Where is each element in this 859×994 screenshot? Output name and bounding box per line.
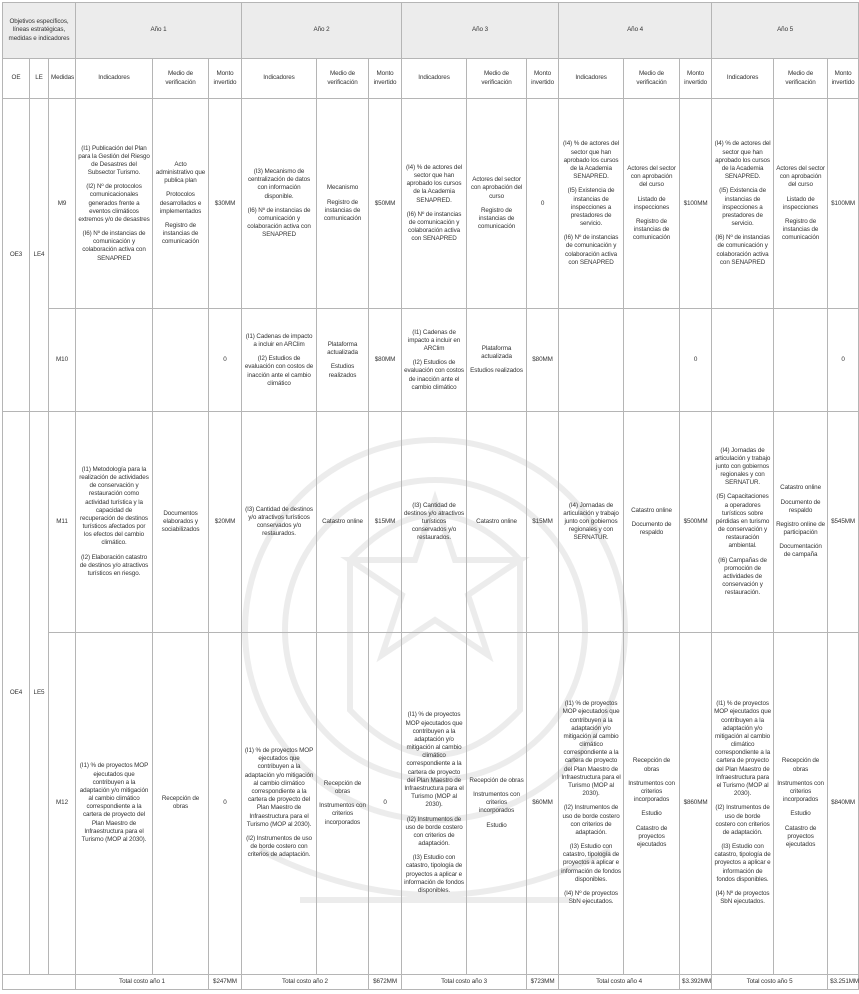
verification-cell	[774, 412, 828, 632]
table-row	[3, 99, 859, 309]
action-plan-table	[2, 2, 859, 990]
total-label-year-3: Total costo año 3	[402, 974, 527, 989]
indicator-cell	[402, 99, 467, 309]
indicator-cell	[76, 632, 153, 974]
cell-paragraph: (I2) Estudios de evaluación con costos de inacción ante el cambio climático	[244, 355, 314, 387]
verification-cell	[624, 309, 680, 412]
indicator-cell	[402, 412, 467, 632]
cell-paragraph: (I3) Estudio con catastro, tipología de proyectos a aplicar e información de fondos disponibles.	[561, 843, 621, 883]
verification-cell	[624, 412, 680, 632]
total-value-year-2: $672MM	[369, 974, 402, 989]
header-monto: Monto invertido	[828, 59, 859, 99]
header-medio: Medio de verificación	[624, 59, 680, 99]
header-year-3: Año 3	[402, 3, 559, 59]
cell-paragraph: Catastro online	[631, 506, 672, 514]
indicator-cell	[76, 309, 153, 412]
verification-cell	[153, 309, 209, 412]
table-row	[3, 632, 859, 974]
amount-cell: 0	[209, 309, 242, 412]
cell-paragraph: Registro de instancias de comunicación	[161, 221, 200, 246]
total-value-year-1: $247MM	[209, 974, 242, 989]
verification-cell	[153, 412, 209, 632]
cell-paragraph: (I6) Campañas de promoción de actividades de conservación y restauración.	[718, 556, 767, 597]
cell-paragraph: Recepción de obras	[632, 757, 671, 773]
cell-paragraph: (I4) % de actores del sector que han aprobado los cursos de la Academia SENAPRED.	[714, 140, 771, 181]
cell-paragraph: (I2) Nº de protocolos comunicacionales generados frente a eventos climáticos extremos y/o de desastres	[78, 183, 150, 223]
cell-paragraph: Documentación de campaña	[779, 543, 822, 559]
cell-paragraph: (I6) Nº de instancias de comunicación y colaboración activa con SENAPRED	[247, 206, 311, 239]
indicator-cell	[559, 632, 624, 974]
cell-paragraph: Actores del sector con aprobación del curso	[470, 176, 523, 200]
total-label-year-2: Total costo año 2	[242, 974, 369, 989]
indicator-cell	[559, 99, 624, 309]
indicator-cell	[76, 412, 153, 632]
header-monto: Monto invertido	[209, 59, 242, 99]
totals-blank-cell	[3, 974, 76, 989]
cell-paragraph: Instrumentos con criterios incorporados	[777, 779, 824, 804]
cell-paragraph: Plataforma actualizada	[327, 340, 358, 357]
verification-cell	[467, 309, 527, 412]
cell-paragraph: (I3) Estudio con catastro, tipología de proyectos a aplicar e información de fondos disponibles.	[714, 843, 771, 883]
cell-paragraph: (I1) % de proyectos MOP ejecutados que contribuyen a la adaptación y/o mitigación al cambio climático correspondiente a la cartera de proyecto del Plan Maestro de Infraestructura para el Turismo (MOP al 2030).	[714, 700, 772, 798]
cell-paragraph: Documento de respaldo	[631, 520, 672, 537]
cell-paragraph: Documento de respaldo	[780, 498, 821, 514]
cell-paragraph: (I5) Capacitaciones a operadores turísticos sobre pérdidas en turismo de conservación y restauración ambiental.	[715, 493, 770, 550]
cell-paragraph: (I1) Metodología para la realización de actividades de conservación y restauración como actividad turística y la capacidad de recuperación de destinos turísticos afectados por los efectos del cambio climático.	[79, 465, 149, 547]
table-row	[3, 412, 859, 632]
total-label-year-5: Total costo año 5	[712, 974, 828, 989]
header-monto: Monto invertido	[369, 59, 402, 99]
cell-paragraph: Registro de instancias de comunicación	[323, 198, 362, 222]
cell-paragraph: Estudios realizados	[328, 363, 357, 379]
header-indicadores: Indicadores	[712, 59, 774, 99]
indicator-cell	[402, 309, 467, 412]
verification-cell	[774, 632, 828, 974]
indicator-cell	[712, 632, 774, 974]
header-year-1: Año 1	[76, 3, 242, 59]
header-monto: Monto invertido	[680, 59, 712, 99]
cell-paragraph: (I4) Jornadas de articulación y trabajo junto con gobiernos regionales y con SERNATUR.	[563, 501, 619, 542]
oe-cell: OE3	[3, 99, 30, 412]
header-medidas: Medidas	[49, 59, 76, 99]
cell-paragraph: Listado de inspecciones	[633, 195, 670, 211]
cell-paragraph: (I6) Nº de instancias de comunicación y colaboración activa con SENAPRED	[82, 230, 146, 262]
header-medio: Medio de verificación	[153, 59, 209, 99]
cell-paragraph: (I2) Elaboración catastro de destinos y/o atractivos turísticos en riesgo.	[79, 553, 149, 577]
cell-paragraph: Listado de inspecciones	[782, 195, 819, 211]
cell-paragraph: Instrumentos con criterios incorporados	[628, 779, 675, 804]
cell-paragraph: (I2) Instrumentos de uso de borde costero con criterios de adaptación.	[715, 804, 770, 836]
le-cell: LE4	[30, 99, 49, 412]
header-le: LE	[30, 59, 49, 99]
amount-cell: 0	[209, 632, 242, 974]
indicator-cell	[712, 412, 774, 632]
cell-paragraph: (I6) Nº de instancias de comunicación y colaboración activa con SENAPRED	[715, 234, 770, 266]
verification-cell	[153, 632, 209, 974]
verification-cell	[774, 99, 828, 309]
header-indicadores: Indicadores	[242, 59, 317, 99]
verification-cell	[153, 99, 209, 309]
amount-cell: $840MM	[828, 632, 859, 974]
cell-paragraph: Registro online de participación	[776, 520, 826, 537]
totals-row	[3, 974, 859, 989]
header-year-5: Año 5	[712, 3, 859, 59]
cell-paragraph: (I1) % de proyectos MOP ejecutados que contribuyen a la adaptación y/o mitigación al cambio climático correspondiente a la cartera de proyecto del Plan Maestro de Infraestructura para el Turismo (MOP al 2030).	[404, 711, 464, 809]
amount-cell: $860MM	[680, 632, 712, 974]
amount-cell: $20MM	[209, 412, 242, 632]
amount-cell: $15MM	[527, 412, 559, 632]
cell-paragraph: Recepción de obras	[323, 779, 362, 795]
indicator-cell	[559, 309, 624, 412]
header-medio: Medio de verificación	[317, 59, 369, 99]
header-oe: OE	[3, 59, 30, 99]
header-medio: Medio de verificación	[774, 59, 828, 99]
measure-cell: M9	[49, 99, 76, 309]
amount-cell: $100MM	[828, 99, 859, 309]
cell-paragraph: (I4) Nº de proyectos SbN ejecutados.	[715, 889, 770, 906]
cell-paragraph: Estudio	[790, 810, 811, 818]
header-corner: Objetivos específicos, líneas estratégicas, medidas e indicadores	[3, 3, 76, 59]
cell-paragraph: Registro de instancias de comunicación	[781, 217, 820, 242]
header-indicadores: Indicadores	[76, 59, 153, 99]
table-row	[3, 309, 859, 412]
amount-cell: $60MM	[527, 632, 559, 974]
cell-paragraph: (I6) Nº de instancias de comunicación y colaboración activa con SENAPRED	[563, 234, 619, 266]
cell-paragraph: Catastro online	[476, 517, 517, 525]
cell-paragraph: (I5) Existencia de instancias de inspecciones a prestadores de servicio.	[719, 187, 766, 228]
oe-cell: OE4	[3, 412, 30, 975]
amount-cell: $80MM	[369, 309, 402, 412]
verification-cell	[467, 412, 527, 632]
cell-paragraph: (I2) Instrumentos de uso de borde costero con criterios de adaptación.	[405, 815, 463, 848]
total-label-year-4: Total costo año 4	[559, 974, 680, 989]
cell-paragraph: (I4) % de actores del sector que han aprobado los cursos de la Academia SENAPRED.	[406, 163, 463, 204]
header-year-2: Año 2	[242, 3, 402, 59]
cell-paragraph: (I6) Nº de instancias de comunicación y colaboración activa con SENAPRED	[406, 210, 462, 243]
header-medio: Medio de verificación	[467, 59, 527, 99]
cell-paragraph: Recepción de obras	[161, 795, 200, 811]
cell-paragraph: (I3) Cantidad de destinos y/o atractivos turísticos conservados y/o restaurados.	[404, 501, 465, 542]
amount-cell: 0	[828, 309, 859, 412]
header-year-4: Año 4	[559, 3, 712, 59]
cell-paragraph: Actores del sector con aprobación del curso	[627, 164, 676, 189]
cell-paragraph: (I2) Estudios de evaluación con costos de inacción ante el cambio climático	[404, 359, 464, 391]
amount-cell: $100MM	[680, 99, 712, 309]
measure-cell: M12	[49, 632, 76, 974]
amount-cell: $30MM	[209, 99, 242, 309]
measure-cell: M11	[49, 412, 76, 632]
cell-paragraph: (I1) % de proyectos MOP ejecutados que contribuyen a la adaptación y/o mitigación al cambio climático correspondiente a la cartera de proyecto del Plan Maestro de Infraestructura para el Turismo (MOP al 2030).	[561, 700, 621, 798]
indicator-cell	[712, 309, 774, 412]
cell-paragraph: Estudio	[486, 821, 507, 829]
verification-cell	[774, 309, 828, 412]
amount-cell: 0	[369, 632, 402, 974]
measure-cell: M10	[49, 309, 76, 412]
verification-cell	[467, 632, 527, 974]
cell-paragraph: (I1) % de proyectos MOP ejecutados que contribuyen a la adaptación y/o mitigación al cambio climático correspondiente a la cartera de proyecto del Plan Maestro de Infraestructura para el Turismo (MOP al 2030).	[244, 747, 314, 828]
verification-cell	[317, 632, 369, 974]
header-indicadores: Indicadores	[402, 59, 467, 99]
cell-paragraph: Documentos elaborados y sociabilizados	[161, 509, 200, 534]
cell-paragraph: (I4) Nº de proyectos SbN ejecutados.	[564, 889, 618, 906]
indicator-cell	[242, 632, 317, 974]
verification-cell	[317, 309, 369, 412]
cell-paragraph: (I1) Cadenas de impacto a incluir en ARClim	[245, 332, 313, 348]
amount-cell: $50MM	[369, 99, 402, 309]
indicator-cell	[242, 412, 317, 632]
cell-paragraph: Actores del sector con aprobación del curso	[776, 164, 825, 189]
amount-cell: $15MM	[369, 412, 402, 632]
verification-cell	[317, 99, 369, 309]
cell-paragraph: (I1) Publicación del Plan para la Gestión del Riesgo de Desastres del Subsector Turismo.	[78, 144, 150, 177]
cell-paragraph: Registro de instancias de comunicación	[477, 206, 516, 231]
amount-cell: $545MM	[828, 412, 859, 632]
cell-paragraph: Estudio	[641, 810, 662, 818]
cell-paragraph: Catastro de proyectos ejecutados	[635, 824, 668, 848]
indicator-cell	[402, 632, 467, 974]
cell-paragraph: (I4) % de actores del sector que han aprobado los cursos de la Academia SENAPRED.	[563, 140, 620, 181]
cell-paragraph: (I1) % de proyectos MOP ejecutados que contribuyen a la adaptación y/o mitigación al cambio climático correspondiente a la cartera de proyecto del Plan Maestro de Infraestructura para el Turismo (MOP al 2030).	[79, 762, 149, 843]
cell-paragraph: (I2) Instrumentos de uso de borde costero con criterios de adaptación.	[562, 804, 620, 836]
cell-paragraph: Catastro de proyectos ejecutados	[784, 824, 817, 848]
verification-cell	[467, 99, 527, 309]
amount-cell: 0	[527, 99, 559, 309]
header-indicadores: Indicadores	[559, 59, 624, 99]
cell-paragraph: Registro de instancias de comunicación	[632, 217, 671, 242]
cell-paragraph: Recepción de obras	[781, 757, 820, 773]
le-cell: LE5	[30, 412, 49, 975]
cell-paragraph: Protocolos desarrollados e implementados	[159, 191, 202, 215]
cell-paragraph: Catastro online	[780, 484, 821, 492]
total-value-year-4: $3.392MM	[680, 974, 712, 989]
cell-paragraph: (I4) Jornadas de articulación y trabajo junto con gobiernos regionales y con SERNATUR.	[714, 446, 771, 487]
cell-paragraph: (I5) Existencia de instancias de inspecciones a prestadores de servicio.	[567, 187, 615, 228]
amount-cell: 0	[680, 309, 712, 412]
cell-paragraph: (I2) Instrumentos de uso de borde costero con criterios de adaptación.	[246, 834, 312, 859]
indicator-cell	[712, 99, 774, 309]
cell-paragraph: Recepción de obras	[469, 776, 524, 784]
verification-cell	[624, 632, 680, 974]
header-monto: Monto invertido	[527, 59, 559, 99]
cell-paragraph: Catastro online	[322, 517, 363, 525]
verification-cell	[317, 412, 369, 632]
cell-paragraph: Instrumentos con criterios incorporados	[319, 802, 366, 826]
total-value-year-3: $723MM	[527, 974, 559, 989]
cell-paragraph: (I1) Cadenas de impacto a incluir en ARClim	[407, 328, 461, 353]
indicator-cell	[242, 309, 317, 412]
cell-paragraph: (I3) Mecanismo de centralización de datos con información disponible.	[247, 167, 311, 200]
indicator-cell	[76, 99, 153, 309]
cell-paragraph: (I3) Cantidad de destinos y/o atractivos turísticos conservados y/o restaurados.	[245, 505, 313, 538]
cell-paragraph: Plataforma actualizada	[481, 345, 512, 361]
amount-cell: $500MM	[680, 412, 712, 632]
cell-paragraph: Estudios realizados	[470, 367, 523, 375]
cell-paragraph: (I3) Estudio con catastro, tipología de proyectos a aplicar e información de fondos disponibles.	[404, 854, 464, 894]
amount-cell: $80MM	[527, 309, 559, 412]
cell-paragraph: Mecanismo	[326, 184, 359, 192]
cell-paragraph: Instrumentos con criterios incorporados	[473, 791, 520, 815]
total-value-year-5: $3.251MM	[828, 974, 859, 989]
cell-paragraph: Acto administrativo que publica plan	[155, 160, 206, 185]
indicator-cell	[559, 412, 624, 632]
indicator-cell	[242, 99, 317, 309]
verification-cell	[624, 99, 680, 309]
total-label-year-1: Total costo año 1	[76, 974, 209, 989]
